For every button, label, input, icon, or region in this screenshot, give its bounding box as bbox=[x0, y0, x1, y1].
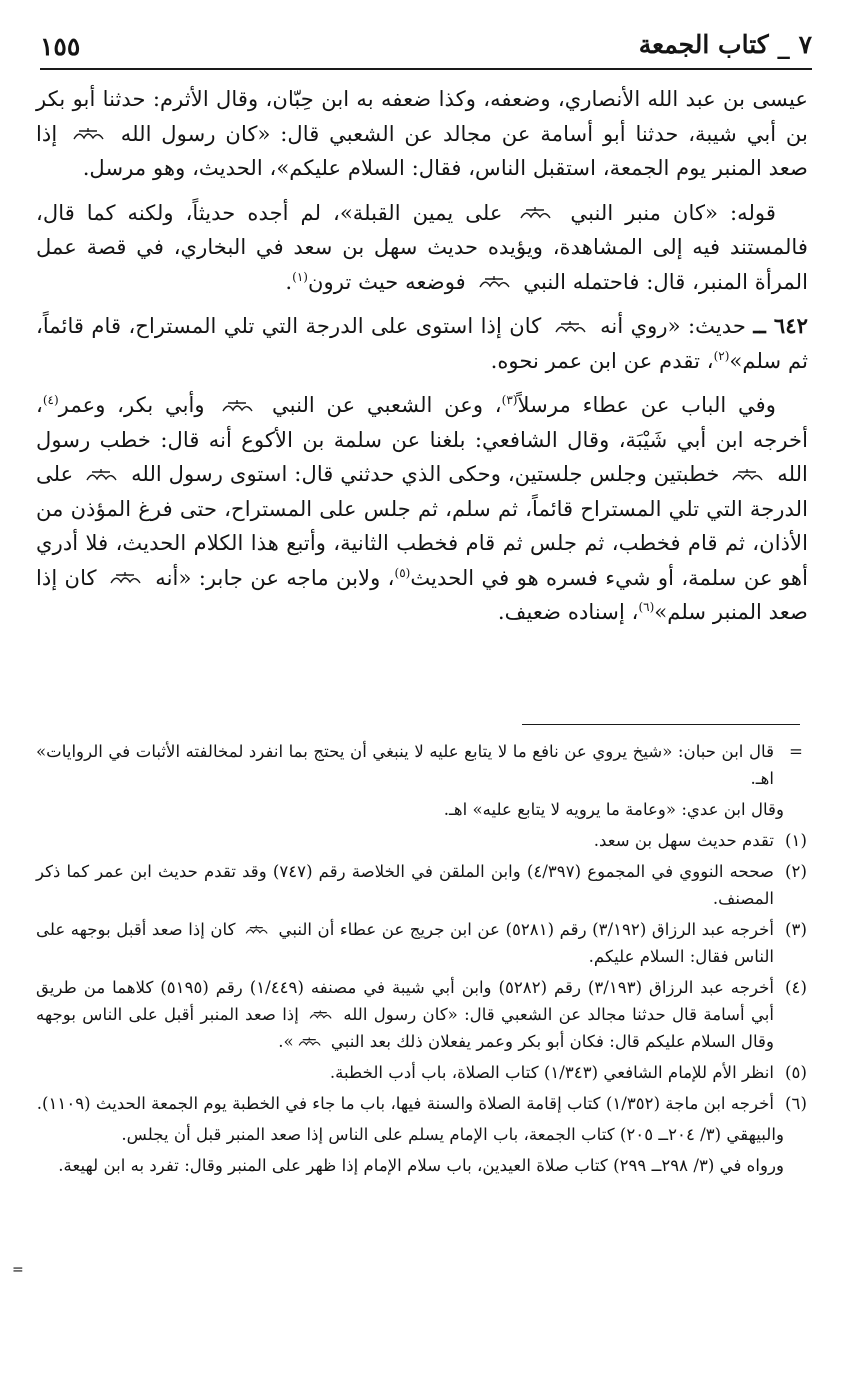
paragraph-1 bbox=[36, 82, 808, 186]
footnote-text: كان إذا صعد أقبل بوجهه على الناس فقال: السلام عليكم. bbox=[36, 920, 774, 966]
footnote-rawahu bbox=[36, 1152, 814, 1179]
footnote-text: قال ابن حبان: «شيخ يروي عن نافع ما لا يتابع عليه لا ينبغي أن يحتج بما انفرد لمخالفته الأثبات في الروايات» اهـ. bbox=[36, 742, 774, 788]
text-run: ، وعن الشعبي عن النبي bbox=[272, 392, 502, 417]
paragraph-4 bbox=[36, 388, 808, 630]
text-run: على الدرجة التي تلي المستراح قائماً، ثم سلم، ثم جلس على المستراح، حتى فرغ المؤذن من الأذان، ثم قام فخطب، ثم جلس ثم قام فخطب الثانية، وأتبع هذا الكلام الحديث، فلا أدري أهو عن سلمة، أو شيء فسره هو في الحديث bbox=[36, 461, 808, 590]
footnote-ref-4[interactable]: (٤) bbox=[42, 392, 59, 407]
footnote-ref-5[interactable]: (٥) bbox=[394, 565, 411, 580]
footnote-1 bbox=[36, 827, 814, 854]
text-run: حديث: «روي أنه bbox=[600, 313, 747, 338]
footnote-text: ورواه في (٣/ ٢٩٨ــ ٢٩٩) كتاب صلاة العيدين، باب سلام الإمام إذا ظهر على المنبر وقال: تفرد به ابن لهيعة. bbox=[58, 1156, 784, 1175]
text-run: كان إذا صعد المنبر سلم» bbox=[36, 564, 808, 624]
salawat-ligature-icon bbox=[553, 319, 589, 337]
text-run: وأبي بكر، وعمر bbox=[58, 392, 205, 417]
footnote-text: والبيهقي (٣/ ٢٠٤ــ ٢٠٥) كتاب الجمعة، باب الإمام يسلم على الناس إذا صعد المنبر قبل أن يجلس. bbox=[121, 1125, 784, 1144]
page-number: ١٥٥ bbox=[40, 32, 81, 61]
text-run: كان إذا استوى على الدرجة التي تلي المستراح، قام قائماً، ثم سلم» bbox=[36, 313, 808, 373]
footnote-continuation bbox=[36, 738, 814, 792]
text-run: خطبتين وجلس جلستين، وحكى الذي حدثني قال: استوى رسول الله bbox=[131, 461, 720, 486]
text-run: قوله: «كان منبر النبي bbox=[570, 199, 776, 225]
hadith-number: ٦٤٢ ــ bbox=[753, 313, 808, 338]
footnote-text: وقال ابن عدي: «وعامة ما يرويه لا يتابع عليه» اهـ. bbox=[443, 800, 784, 819]
footnote-ref-6[interactable]: (٦) bbox=[638, 599, 655, 614]
text-run: ، أخرجه ابن أبي شَيْبَة، وقال الشافعي: بلغنا عن سلمة بن الأكوع أنه قال: خطب رسول الله bbox=[36, 392, 808, 486]
footnote-ibn-adi bbox=[36, 796, 814, 823]
footnote-2 bbox=[36, 858, 814, 912]
salawat-ligature-icon bbox=[477, 274, 513, 292]
footnote-mark: (٤) bbox=[785, 978, 807, 997]
continuation-mark-left: = bbox=[12, 1262, 24, 1278]
footnote-text: تقدم حديث سهل بن سعد. bbox=[593, 831, 774, 850]
salawat-ligature-icon bbox=[308, 1009, 334, 1022]
footnote-ref-1[interactable]: (١) bbox=[292, 269, 308, 284]
footnote-text: صححه النووي في المجموع (٤/٣٩٧) وابن الملقن في الخلاصة رقم (٧٤٧) وقد تقدم حديث ابن عمر كما ذكر المصنف. bbox=[36, 862, 775, 908]
salawat-ligature-icon bbox=[220, 398, 256, 416]
text-run: فوضعه حيث ترون bbox=[307, 268, 466, 294]
footnote-mark: (٦) bbox=[785, 1094, 807, 1113]
main-text bbox=[36, 82, 808, 630]
salawat-ligature-icon bbox=[71, 126, 107, 144]
footnote-6 bbox=[36, 1090, 814, 1117]
footnote-text: أخرجه عبد الرزاق (٣/١٩٢) رقم (٥٢٨١) عن ابن جريج عن عطاء أن النبي bbox=[278, 920, 774, 939]
text-run: ، ولابن ماجه عن جابر: «أنه bbox=[155, 564, 395, 590]
header-divider bbox=[40, 68, 812, 70]
text-run: . bbox=[285, 268, 293, 294]
text-run: وفي الباب عن عطاء مرسلاً bbox=[517, 392, 776, 417]
footnote-text: أخرجه ابن ماجة (١/٣٥٢) كتاب إقامة الصلاة والسنة فيها، باب ما جاء في الخطبة يوم الجمعة الحديث (١١٠٩). bbox=[36, 1094, 774, 1113]
text-run: ، إسناده ضعيف. bbox=[497, 599, 639, 624]
footnote-mark: (٣) bbox=[785, 920, 807, 939]
footnote-4 bbox=[36, 974, 814, 1055]
footnote-text: أخرجه عبد الرزاق (٣/١٩٣) رقم (٥٢٨٢) وابن أبي شيبة في مصنفه (١/٤٤٩) رقم (٥١٩٥) كلاهما من طريق أبي أسامة قال حدثنا مجالد عن الشعبي قال: «كان رسول الله bbox=[36, 978, 775, 1024]
salawat-ligature-icon bbox=[108, 570, 144, 588]
text-run: إذا صعد المنبر يوم الجمعة، استقبل الناس، فقال: السلام عليكم»، الحديث، وهو مرسل. bbox=[36, 120, 808, 180]
footnote-mark: (١) bbox=[785, 831, 807, 850]
footnote-5 bbox=[36, 1059, 814, 1086]
text-run: على يمين القبلة»، لم أجده حديثاً، ولكنه كما قال، فالمستند فيه إلى المشاهدة، ويؤيده حديث سهل بن سعد في البخاري، في قصة عمل المرأة المنبر، قال: فاحتمله النبي bbox=[36, 199, 808, 294]
salawat-ligature-icon bbox=[84, 467, 120, 485]
footnote-3 bbox=[36, 916, 814, 970]
footnote-mark: (٢) bbox=[785, 862, 807, 881]
footnote-ref-3[interactable]: (٣) bbox=[501, 392, 518, 407]
chapter-title: ٧ _ كتاب الجمعة bbox=[638, 30, 812, 59]
footnote-ref-2[interactable]: (٢) bbox=[713, 348, 730, 363]
continuation-mark: = bbox=[789, 742, 803, 761]
text-run: ، تقدم عن ابن عمر نحوه. bbox=[490, 347, 714, 373]
footnote-text: إذا صعد المنبر أقبل على الناس بوجهه وقال السلام عليكم قال: فكان أبو بكر وعمر يفعلان ذلك بعد النبي bbox=[36, 1005, 774, 1051]
text-run: عيسى بن عبد الله الأنصاري، وضعفه، وكذا ضعفه به ابن حِبّان، وقال الأثرم: حدثنا أبو بكر بن أبي شيبة، حدثنا أبو أسامة عن مجالد عن الشعبي قال: «كان رسول الله bbox=[36, 86, 808, 146]
paragraph-2 bbox=[36, 196, 808, 300]
footnote-text: انظر الأم للإمام الشافعي (١/٣٤٣) كتاب الصلاة، باب أدب الخطبة. bbox=[329, 1063, 774, 1082]
footnote-bayhaqi bbox=[36, 1121, 814, 1148]
running-header bbox=[40, 28, 812, 66]
salawat-ligature-icon bbox=[297, 1036, 323, 1049]
footnote-separator bbox=[522, 724, 800, 725]
footnotes bbox=[36, 738, 814, 1183]
hadith-642 bbox=[36, 309, 808, 378]
salawat-ligature-icon bbox=[518, 205, 554, 223]
salawat-ligature-icon bbox=[730, 467, 766, 485]
footnote-text: ». bbox=[278, 1032, 294, 1051]
salawat-ligature-icon bbox=[244, 924, 270, 937]
footnote-mark: (٥) bbox=[785, 1063, 807, 1082]
